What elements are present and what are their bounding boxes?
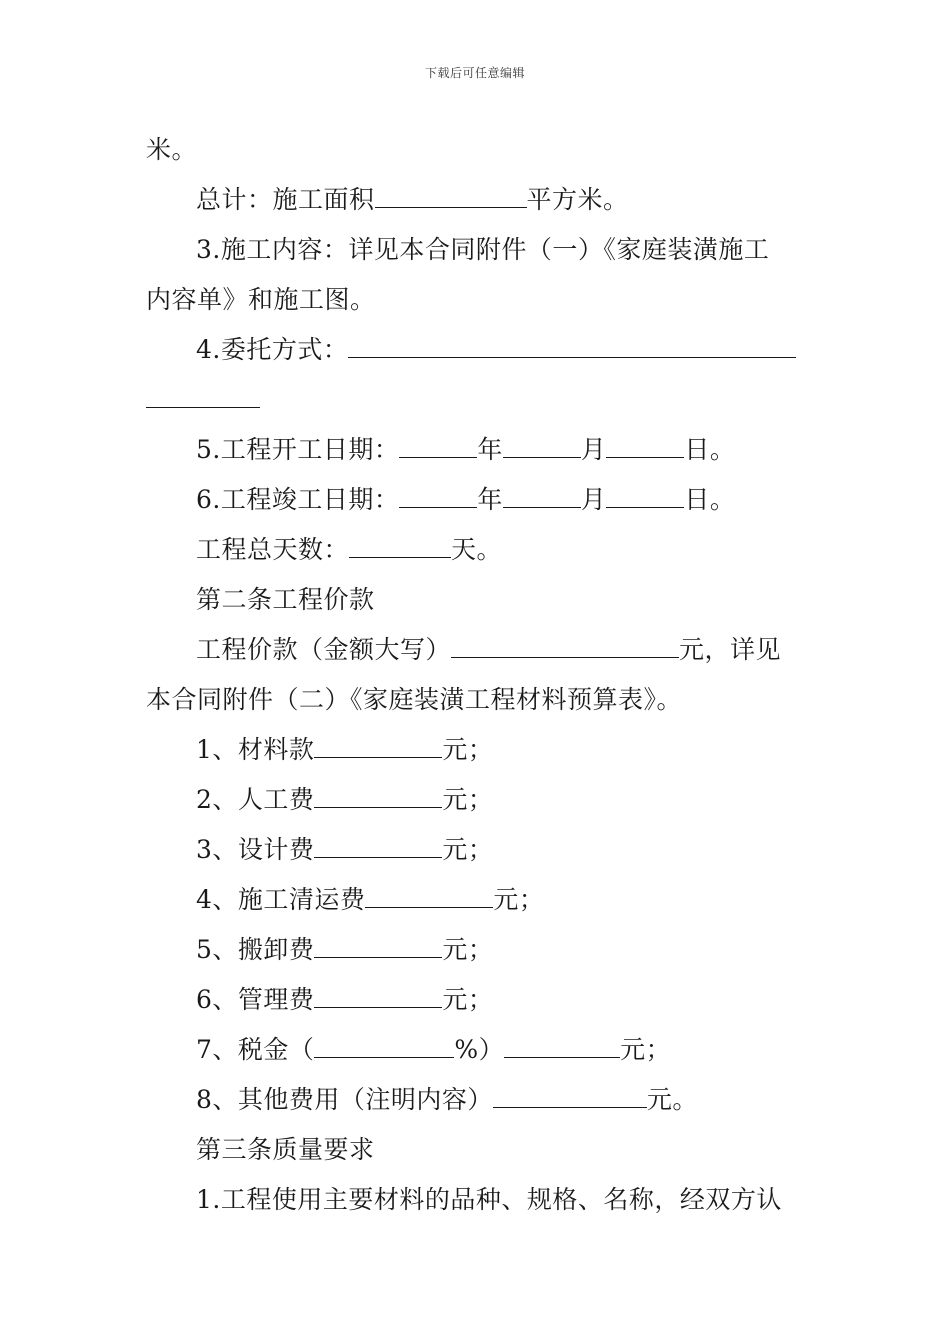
- line-text: %）: [454, 1035, 505, 1064]
- line-text: 元。: [646, 1085, 698, 1114]
- line-text: 内容单》和施工图。: [146, 285, 376, 314]
- fill-blank: [503, 435, 581, 458]
- line-text: 5、搬卸费: [196, 935, 315, 964]
- text-line: [146, 134, 197, 166]
- line-text: 元，详见: [679, 635, 782, 664]
- line-text: 1、材料款: [196, 735, 315, 764]
- text-line: [196, 1184, 782, 1216]
- line-text: 元；: [442, 735, 494, 764]
- fill-blank: [399, 435, 477, 458]
- line-text: 元；: [442, 935, 494, 964]
- line-text: 平方米。: [526, 185, 629, 214]
- text-line: [196, 734, 493, 766]
- line-text: 6.工程竣工日期：: [196, 485, 400, 514]
- line-text: 米。: [146, 135, 198, 164]
- line-text: 元；: [442, 785, 494, 814]
- fill-blank: [503, 485, 581, 508]
- text-line: [196, 534, 502, 566]
- fill-blank: [314, 735, 442, 758]
- fill-blank: [314, 935, 442, 958]
- text-line: [196, 484, 735, 516]
- line-text: 本合同附件（二）《家庭装潢工程材料预算表》。: [146, 685, 683, 714]
- text-line: [196, 434, 735, 466]
- line-text: 元；: [493, 885, 545, 914]
- line-text: 8、其他费用（注明内容）: [196, 1085, 493, 1114]
- text-line: [196, 984, 493, 1016]
- line-text: 4.委托方式：: [196, 335, 349, 364]
- line-text: 月: [580, 435, 607, 464]
- line-text: 年: [477, 485, 503, 514]
- line-text: 3.施工内容：详见本合同附件（一）《家庭装潢施工: [196, 235, 770, 264]
- line-text: 年: [477, 435, 503, 464]
- text-line: [196, 234, 769, 266]
- fill-blank: [314, 1035, 454, 1058]
- fill-blank: [375, 185, 527, 208]
- text-line: [196, 334, 796, 366]
- text-line: [146, 684, 682, 716]
- text-line: [196, 834, 493, 866]
- line-text: 元；: [442, 835, 494, 864]
- line-text: 5.工程开工日期：: [196, 435, 400, 464]
- fill-blank: [349, 535, 451, 558]
- line-text: 第三条质量要求: [196, 1135, 375, 1164]
- fill-blank: [365, 885, 493, 908]
- line-text: 第二条工程价款: [196, 585, 375, 614]
- fill-blank: [314, 835, 442, 858]
- line-text: 日。: [684, 485, 736, 514]
- fill-blank: [606, 435, 684, 458]
- text-line: [196, 184, 629, 216]
- fill-blank: [504, 1035, 620, 1058]
- line-text: 工程总天数：: [196, 535, 350, 564]
- line-text: 4、施工清运费: [196, 885, 366, 914]
- line-text: 月: [580, 485, 607, 514]
- section-heading: [196, 584, 375, 616]
- line-text: 元；: [620, 1035, 672, 1064]
- fill-blank: [348, 335, 796, 358]
- fill-blank: [399, 485, 477, 508]
- page-header-note: 下载后可任意编辑: [424, 66, 525, 80]
- text-line: [196, 784, 493, 816]
- line-text: 工程价款（金额大写）: [196, 635, 452, 664]
- line-text: 7、税金（: [196, 1035, 315, 1064]
- fill-blank: [314, 785, 442, 808]
- fill-blank: [451, 635, 679, 658]
- fill-blank: [493, 1085, 647, 1108]
- text-line: [196, 884, 544, 916]
- line-text: 元；: [442, 985, 494, 1014]
- section-heading: [196, 1134, 375, 1166]
- line-text: 6、管理费: [196, 985, 315, 1014]
- text-line: [196, 934, 493, 966]
- line-text: 1.工程使用主要材料的品种、规格、名称，经双方认: [196, 1185, 782, 1214]
- line-text: 总计：施工面积: [196, 185, 375, 214]
- text-line: [146, 284, 376, 316]
- text-line: [196, 1084, 698, 1116]
- fill-blank: [606, 485, 684, 508]
- text-line: [146, 384, 260, 416]
- line-text: 日。: [684, 435, 736, 464]
- text-line: [196, 634, 781, 666]
- text-line: [196, 1034, 671, 1066]
- fill-blank: [146, 385, 260, 408]
- line-text: 天。: [451, 535, 503, 564]
- line-text: 3、设计费: [196, 835, 315, 864]
- line-text: 2、人工费: [196, 785, 315, 814]
- fill-blank: [314, 985, 442, 1008]
